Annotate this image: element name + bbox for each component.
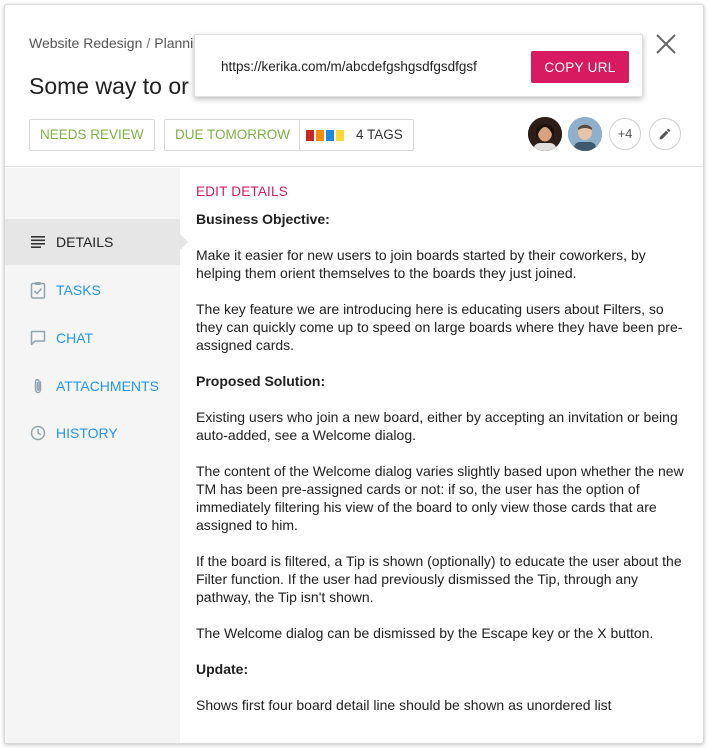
edit-members-button[interactable] (649, 118, 681, 150)
pencil-icon (658, 127, 672, 141)
breadcrumb (29, 35, 193, 51)
details-paragraph: Existing users who join a new board, either by accepting an invitation or being auto-added, see a Welcome dialog. (196, 409, 678, 443)
breadcrumb-separator: / (146, 35, 151, 51)
details-paragraph: The key feature we are introducing here is educating users about Filters, so they can quickly come up to speed on large boards where they have been pre-assigned cards. (196, 301, 683, 353)
details-paragraph: The Welcome dialog can be dismissed by the Escape key or the X button. (196, 625, 654, 641)
tab-tasks[interactable] (5, 267, 180, 313)
chat-bubble-icon (29, 329, 47, 347)
tag-flag-icon (306, 130, 314, 141)
tag-flag-icon (326, 130, 334, 141)
card-sidebar (5, 168, 180, 744)
tab-chat-label: CHAT (56, 330, 94, 346)
tab-details-label: DETAILS (56, 234, 114, 250)
tab-tasks-label: TASKS (56, 282, 101, 298)
tag-flag-icon (316, 130, 324, 141)
tab-history[interactable] (5, 410, 180, 456)
tag-flag-icon (336, 130, 344, 141)
tags-count: 4 TAGS (356, 127, 403, 142)
tab-details[interactable] (5, 219, 180, 265)
avatar[interactable] (528, 117, 562, 151)
extra-members-count[interactable]: +4 (609, 118, 641, 150)
details-paragraph: Make it easier for new users to join boards started by their coworkers, by helping them orient themselves to the boards they just joined. (196, 247, 646, 281)
card-title: Some way to or (29, 73, 189, 99)
section-heading-update: Update: (196, 661, 249, 677)
tab-attachments[interactable] (5, 363, 180, 409)
tab-history-label: HISTORY (56, 425, 118, 441)
breadcrumb-board[interactable]: Planni (154, 35, 194, 51)
breadcrumb-project[interactable]: Website Redesign (29, 35, 143, 51)
clock-icon (29, 424, 47, 442)
edit-details-link[interactable]: EDIT DETAILS (196, 184, 288, 199)
lines-icon (29, 233, 47, 251)
close-icon (653, 31, 679, 57)
paperclip-icon (29, 377, 47, 395)
tab-chat[interactable] (5, 315, 180, 361)
section-heading-solution: Proposed Solution: (196, 373, 326, 389)
avatar[interactable] (568, 117, 602, 151)
details-paragraph: Shows first four board detail line should be shown as unordered list (196, 697, 612, 713)
share-url-popup (194, 34, 643, 97)
card-url-text[interactable]: https://kerika.com/m/abcdefgshgsdfgsdfgsf (221, 59, 477, 74)
needs-review-chip[interactable]: NEEDS REVIEW (29, 119, 155, 151)
section-heading-objective: Business Objective: (196, 211, 330, 227)
details-paragraph: The content of the Welcome dialog varies slightly based upon whether the new TM has been pre-assigned cards or not: if so, the user has the option of immediately filtering his view of the board to only view those cards that are assigned to him. (196, 463, 684, 533)
close-button[interactable] (653, 31, 679, 57)
details-content (196, 183, 686, 732)
due-date-chip[interactable]: DUE TOMORROW (164, 119, 301, 151)
tab-attachments-label: ATTACHMENTS (56, 378, 159, 394)
card-detail-dialog (4, 4, 704, 744)
tags-chip[interactable] (299, 119, 414, 151)
clipboard-check-icon (29, 281, 47, 299)
copy-url-button[interactable]: COPY URL (531, 51, 629, 83)
details-paragraph: If the board is filtered, a Tip is shown (optionally) to educate the user about the Filter function. If the user had previously dismissed the Tip, through any pathway, the Tip isn't shown. (196, 553, 682, 605)
